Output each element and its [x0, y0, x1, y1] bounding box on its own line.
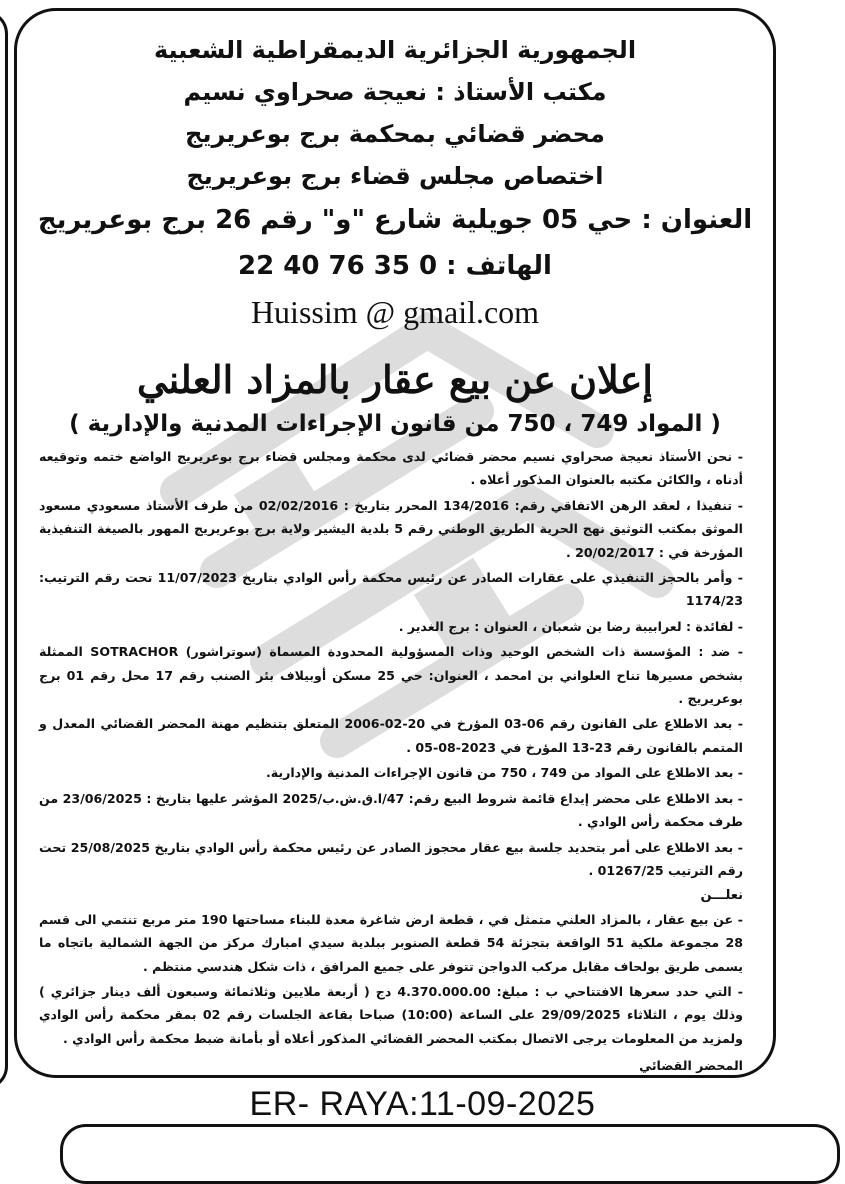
- paragraph-against: - ضد : المؤسسة ذات الشخص الوحيد وذات المسؤولية المحدودة المسماة (سوتراشور) SOTRACHOR الممثلة بشخص مسيرها تناح العلواني بن امحمد ، العنوان: حي 25 مسكن أوبيلاف بئر الصنب رقم 17 محل رقم 01 برج بوعريريج .: [39, 644, 743, 707]
- paragraph-price-date: - التي حدد سعرها الافتتاحي ب : مبلغ: 4.370.000.00 دج ( أربعة ملايين وثلاثمائة وسبعون ألف دينار جزائري ) وذلك يوم ، الثلاثاء 29/09/2025 على الساعة (10:00) صباحا بقاعة الجلسات رقم 02 بمقر محكمة رأس الوادي ولمزيد من المعلومات يرجى الاتصال بمكتب المحضر القضائي المذكور أعلاه أو بأمانة ضبط محكمة رأس الوادي .: [39, 983, 743, 1046]
- office-address: العنوان : حي 05 جويلية شارع "و" رقم 26 برج بوعريريج: [37, 205, 753, 235]
- announce-heading: نعلـــن: [700, 888, 743, 904]
- paragraph-law: - بعد الاطلاع على القانون رقم 06-03 المؤرخ في 20-02-2006 المتعلق بتنظيم مهنة المحضر القضائي المعدل و المتمم بالقانون رقم 23-13 المؤرخ في 2023-08-05 .: [39, 716, 744, 755]
- office-name: مكتب الأستاذ : نعيجة صحراوي نسيم: [183, 78, 607, 106]
- office-header: [17, 29, 773, 335]
- paragraph-intro: - نحن الأستاذ نعيجة صحراوي نسيم محضر قضائي لدى محكمة ومجلس قضاء برج بوعريريج الواضع ختمه وتوقيعه أدناه ، والكائن مكتبه بالعنوان المذكور أعلاه .: [39, 449, 743, 488]
- notice-frame: [14, 8, 776, 1078]
- notice-subtitle: ( المواد 749 ، 750 من قانون الإجراءات المدنية والإدارية ): [69, 411, 721, 437]
- bailiff-court: محضر قضائي بمحكمة برج بوعريريج: [185, 120, 605, 148]
- republic-name: الجمهورية الجزائرية الديمقراطية الشعبية: [153, 36, 637, 64]
- office-email: Huissim @ gmail.com: [250, 294, 540, 330]
- adjacent-column-frame: [0, 10, 8, 1090]
- paragraph-hearing-order: - بعد الاطلاع على أمر بتحديد جلسة بيع عقار محجوز الصادر عن رئيس محكمة رأس الوادي بتاريخ 25/08/2025 تحت رقم الترتيب 01267/25 .: [39, 839, 743, 878]
- publication-stamp: ER- RAYA:11-09-2025: [249, 1085, 596, 1123]
- paragraph-seizure-order: - وأمر بالحجز التنفيذي على عقارات الصادر عن رئيس محكمة رأس الوادي بتاريخ 11/07/2023 تحت رقم الترتيب: 1174/23: [39, 570, 743, 609]
- paragraph-articles: - بعد الاطلاع على المواد من 749 ، 750 من قانون الإجراءات المدنية والإدارية.: [265, 765, 743, 781]
- paragraph-execution: - تنفيذا ، لعقد الرهن الاتفاقي رقم: 134/2016 المحرر بتاريخ : 02/02/2016 من طرف الأستاذ مسعودي مسعود الموثق بمكتب التوثيق نهج الحرية الطريق الوطني رقم 5 بلدية اليشير ولاية برج بوعريريج المهور بالصيغة التنفيذية المؤرخة في : 20/02/2017 .: [39, 497, 743, 560]
- next-notice-frame: [60, 1124, 840, 1184]
- jurisdiction: اختصاص مجلس قضاء برج بوعريريج: [186, 162, 604, 190]
- office-phone: الهاتف : 0 35 76 40 22: [238, 251, 552, 281]
- signature-line: المحضر القضائي: [639, 1058, 743, 1074]
- paragraph-property: - عن بيع عقار ، بالمزاد العلني متمثل في ، قطعة ارض شاغرة معدة للبناء مساحتها 190 متر مربع تنتمي الى قسم 28 مجموعة ملكية 51 الواقعة بتجزئة 54 قطعة الصنوبر ببلدية سيدي امبارك مركز من الجهة الشمالية باتجاه ما يسمى طريق بولحاف مقابل مركب الدواجن تتوفر على جميع المرافق ، ذات شكل هندسي منتظم .: [39, 911, 743, 974]
- notice-title: إعلان عن بيع عقار بالمزاد العلني: [137, 357, 653, 402]
- notice-body: [39, 445, 743, 1078]
- paragraph-beneficiary: - لفائدة : لعرابيبة رضا بن شعبان ، العنوان : برج الغدير .: [398, 618, 743, 634]
- paragraph-conditions: - بعد الاطلاع على محضر إيداع قائمة شروط البيع رقم: 47/ا.ق.ش.ب/2025 المؤشر عليها بتاريخ : 23/06/2025 من طرف محكمة رأس الوادي .: [39, 790, 743, 830]
